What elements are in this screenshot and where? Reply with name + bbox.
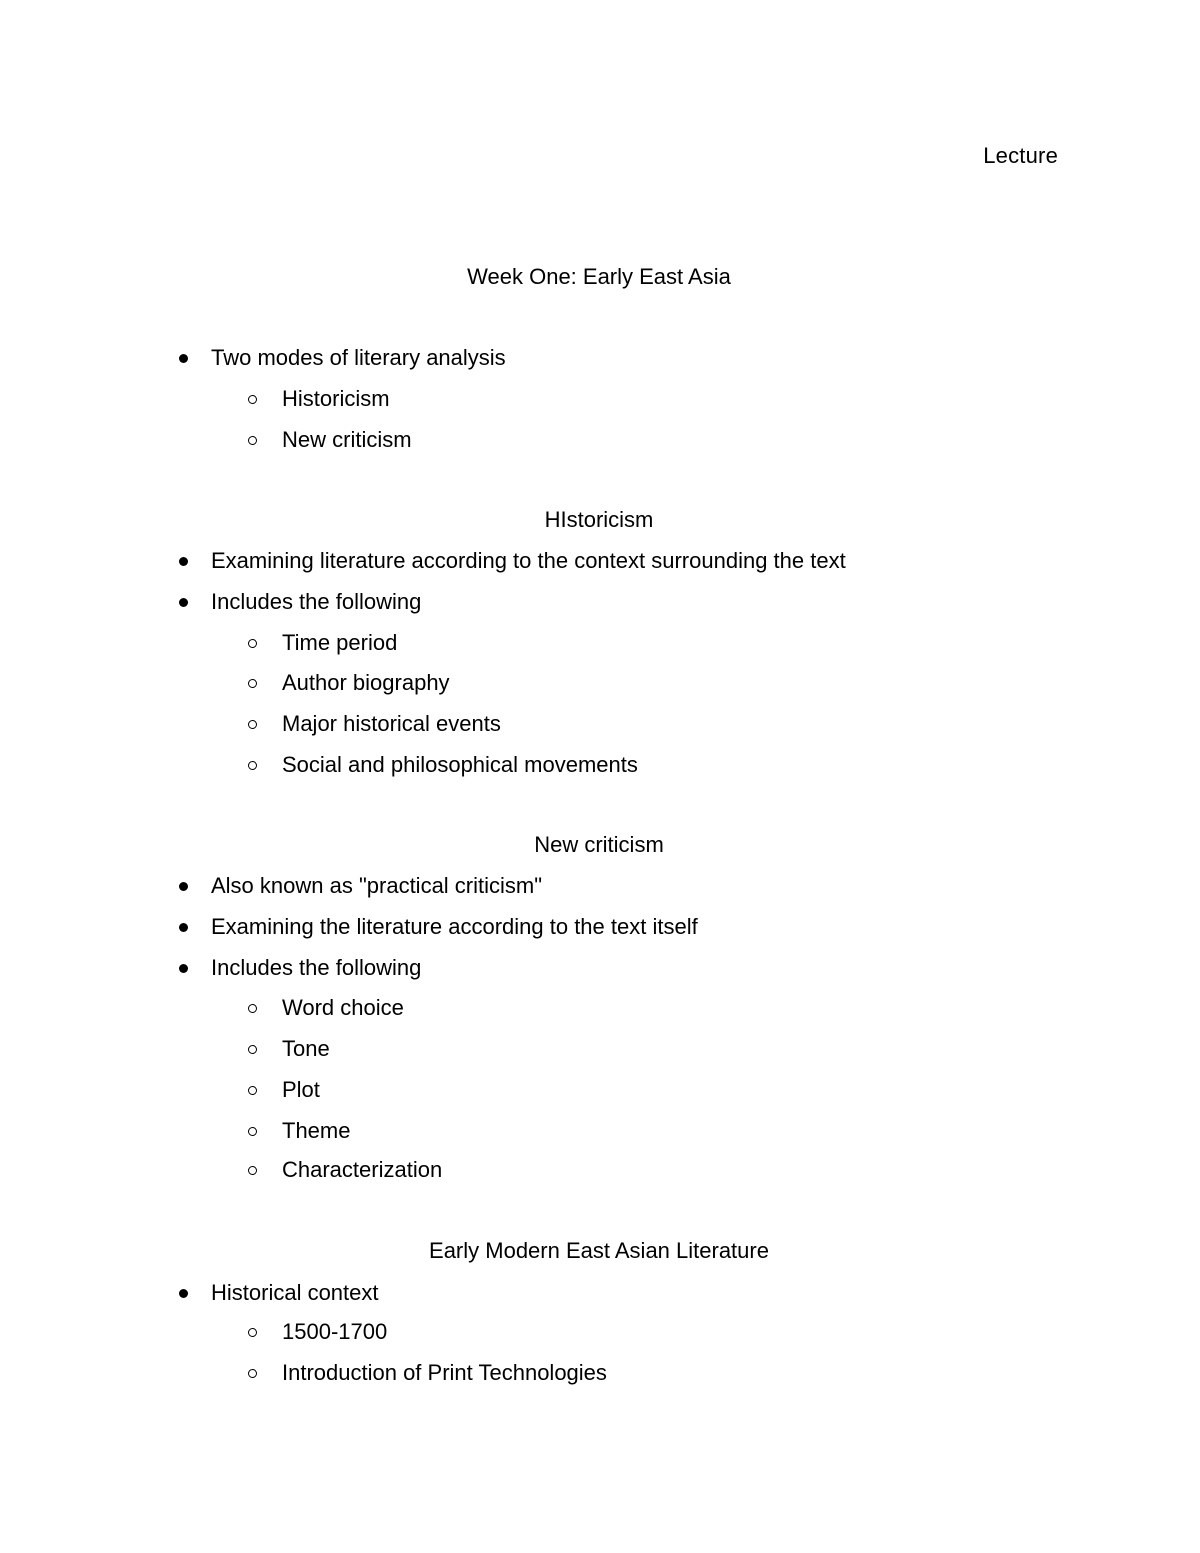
hollow-bullet-icon xyxy=(248,1004,257,1013)
sub-list-item: Major historical events xyxy=(282,711,501,736)
section-heading-historicism: HIstoricism xyxy=(544,507,654,532)
list-item: Also known as "practical criticism" xyxy=(211,873,543,898)
sub-list-item: Theme xyxy=(282,1118,351,1143)
sub-list-item: Social and philosophical movements xyxy=(282,752,638,777)
hollow-bullet-icon xyxy=(248,1045,257,1054)
list-item: Examining literature according to the context surrounding the text xyxy=(211,548,846,573)
sub-list-item: Author biography xyxy=(282,670,450,695)
bullet-icon xyxy=(179,598,188,607)
list-item: Two modes of literary analysis xyxy=(211,345,506,370)
hollow-bullet-icon xyxy=(248,1086,257,1095)
hollow-bullet-icon xyxy=(248,436,257,445)
hollow-bullet-icon xyxy=(248,1369,257,1378)
hollow-bullet-icon xyxy=(248,1328,257,1337)
sub-list-item: Word choice xyxy=(282,995,404,1020)
sub-list-item: Introduction of Print Technologies xyxy=(282,1360,607,1385)
bullet-icon xyxy=(179,1289,188,1298)
bullet-icon xyxy=(179,964,188,973)
bullet-icon xyxy=(179,923,188,932)
bullet-icon xyxy=(179,354,188,363)
bullet-icon xyxy=(179,557,188,566)
sub-list-item: Plot xyxy=(282,1077,320,1102)
hollow-bullet-icon xyxy=(248,720,257,729)
page-header-label: Lecture xyxy=(983,143,1058,168)
sub-list-item: New criticism xyxy=(282,427,412,452)
sub-list-item: Tone xyxy=(282,1036,330,1061)
hollow-bullet-icon xyxy=(248,679,257,688)
sub-list-item: Characterization xyxy=(282,1157,443,1182)
list-item: Includes the following xyxy=(211,589,422,614)
sub-list-item: 1500-1700 xyxy=(282,1319,388,1344)
hollow-bullet-icon xyxy=(248,1127,257,1136)
list-item: Examining the literature according to the text itself xyxy=(211,914,698,939)
bullet-icon xyxy=(179,882,188,891)
hollow-bullet-icon xyxy=(248,639,257,648)
section-heading-new-criticism: New criticism xyxy=(534,832,664,857)
sub-list-item: Historicism xyxy=(282,386,390,411)
hollow-bullet-icon xyxy=(248,395,257,404)
section-heading-week-one: Week One: Early East Asia xyxy=(467,264,731,289)
hollow-bullet-icon xyxy=(248,761,257,770)
list-item: Historical context xyxy=(211,1280,379,1305)
hollow-bullet-icon xyxy=(248,1166,257,1175)
list-item: Includes the following xyxy=(211,955,422,980)
section-heading-early-modern: Early Modern East Asian Literature xyxy=(429,1238,769,1263)
sub-list-item: Time period xyxy=(282,630,398,655)
